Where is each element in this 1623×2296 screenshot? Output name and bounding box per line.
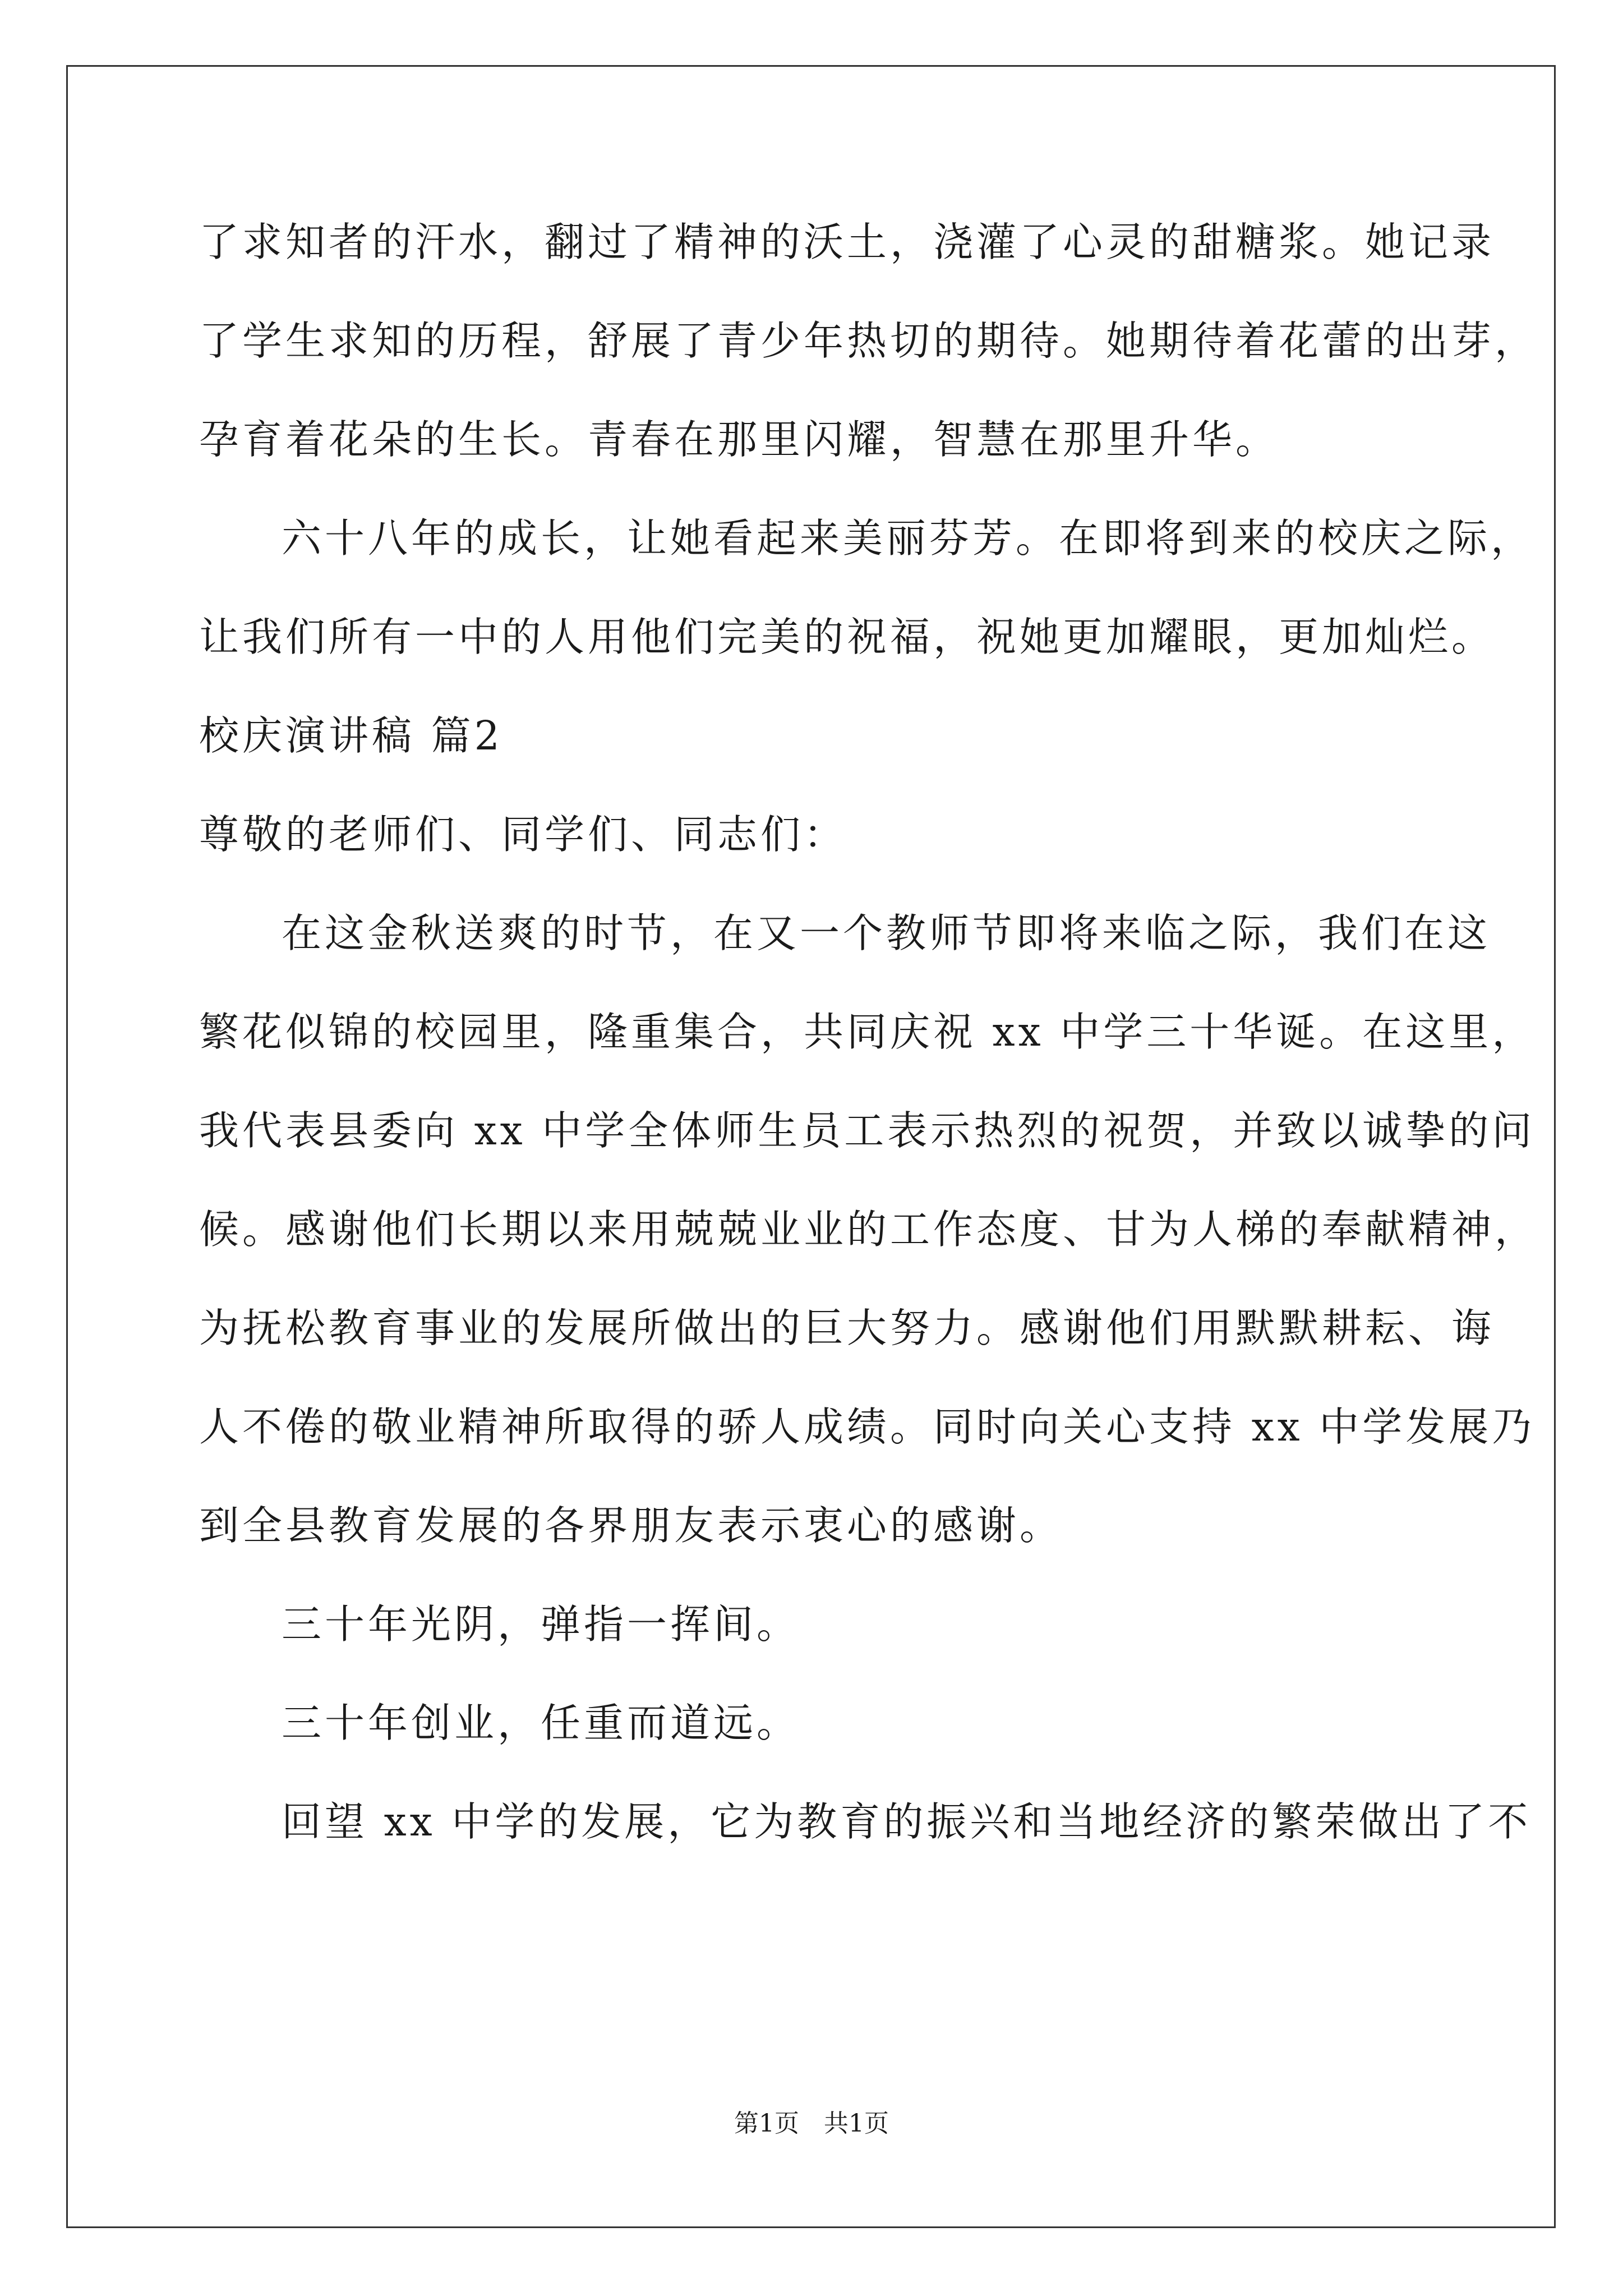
text-line: 了学生求知的历程，舒展了青少年热切的期待。她期待着花蕾的出芽， [199,318,1538,364]
text-line: 为抚松教育事业的发展所做出的巨大努力。感谢他们用默默耕耘、诲 [199,1305,1495,1351]
text-line: 人不倦的敬业精神所取得的骄人成绩。同时向关心支持 xx 中学发展乃 [199,1404,1536,1450]
text-line: 了求知者的汗水，翻过了精神的沃土，浇灌了心灵的甜糖浆。她记录 [199,219,1495,265]
text-line: 候。感谢他们长期以来用兢兢业业的工作态度、甘为人梯的奉献精神， [199,1206,1538,1253]
text-line: 我代表县委向 xx 中学全体师生员工表示热烈的祝贺，并致以诚挚的问 [199,1107,1536,1154]
paragraph-first-line: 在这金秋送爽的时节，在又一个教师节即将来临之际，我们在这 [282,910,1491,956]
page-number-footer: 第1页 共1页 [734,2109,889,2138]
paragraph-first-line: 六十八年的成长，让她看起来美丽芬芳。在即将到来的校庆之际， [282,515,1534,562]
text-line: 到全县教育发展的各界朋友表示衷心的感谢。 [199,1502,1063,1549]
text-line: 让我们所有一中的人用他们完美的祝福，祝她更加耀眼，更加灿烂。 [199,614,1495,660]
paragraph-first-line: 回望 xx 中学的发展，它为教育的振兴和当地经济的繁荣做出了不 [282,1798,1532,1845]
text-line: 孕育着花朵的生长。青春在那里闪耀，智慧在那里升华。 [199,416,1279,463]
salutation: 尊敬的老师们、同学们、同志们： [199,811,847,858]
paragraph-first-line: 三十年创业，任重而道远。 [282,1700,800,1746]
text-line: 繁花似锦的校园里，隆重集合，共同庆祝 xx 中学三十华诞。在这里， [199,1009,1536,1055]
paragraph-first-line: 三十年光阴，弹指一挥间。 [282,1601,800,1648]
section-heading: 校庆演讲稿 篇2 [199,712,503,759]
